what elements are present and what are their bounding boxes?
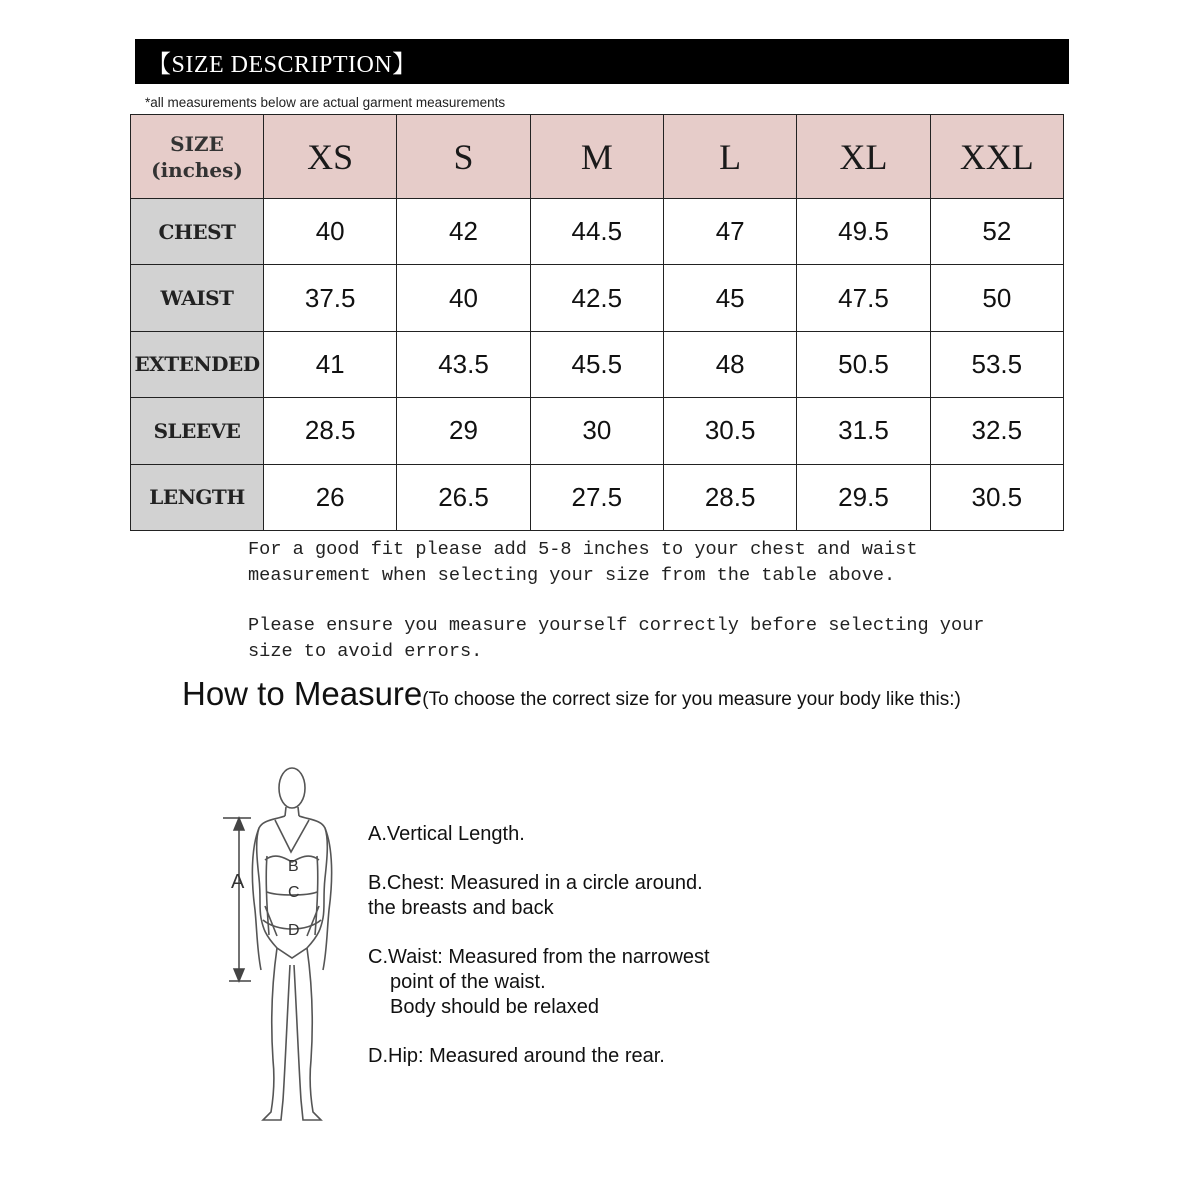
legend-d-prefix: D. — [368, 1045, 388, 1067]
legend-a-prefix: A. — [368, 823, 387, 845]
table-cell: 26.5 — [397, 464, 530, 530]
fit-instructions — [248, 537, 1048, 689]
table-row-waist — [131, 265, 1064, 331]
neckline — [275, 820, 309, 852]
size-corner-cell — [131, 115, 264, 199]
legend-c-prefix: C. — [368, 946, 388, 968]
table-cell: 29 — [397, 398, 530, 464]
body-outline — [252, 768, 331, 1120]
table-cell: 42.5 — [530, 265, 663, 331]
table-cell: 32.5 — [930, 398, 1063, 464]
table-cell: 41 — [264, 331, 397, 397]
legend-b-bold: Chest: — [386, 872, 445, 894]
legend-b-line2: the breasts and back — [368, 897, 554, 919]
size-description-header — [135, 39, 1069, 84]
body-measurement-figure — [215, 760, 345, 1130]
label-b: B — [288, 858, 299, 875]
legend-c-bold: Waist: — [388, 946, 443, 968]
corner-line1: SIZE — [170, 131, 224, 156]
legend-c-line2: point of the waist. — [390, 971, 546, 993]
table-cell: 52 — [930, 199, 1063, 265]
table-cell: 30 — [530, 398, 663, 464]
head-outline — [279, 768, 305, 808]
table-cell: 47.5 — [797, 265, 930, 331]
fit-line-2: measurement when selecting your size from the table above. — [248, 564, 896, 586]
table-cell: 49.5 — [797, 199, 930, 265]
table-row-sleeve — [131, 398, 1064, 464]
right-leg-outline — [294, 948, 321, 1120]
size-header-s: S — [397, 115, 530, 199]
table-cell: 50.5 — [797, 331, 930, 397]
size-header-row — [131, 115, 1064, 199]
legend-d-bold: Hip: — [388, 1045, 424, 1067]
legend-item-a — [368, 822, 710, 847]
label-a: A — [231, 871, 245, 893]
table-row-length — [131, 464, 1064, 530]
table-cell: 40 — [264, 199, 397, 265]
legend-d-text: Measured around the rear. — [423, 1045, 665, 1067]
legend-item-c — [368, 945, 710, 1020]
legend-a-text: Vertical Length. — [386, 823, 525, 845]
left-leg-outline — [263, 948, 290, 1120]
table-cell: 45 — [663, 265, 796, 331]
row-label-length: LENGTH — [131, 464, 264, 530]
table-cell: 50 — [930, 265, 1063, 331]
fit-line-1: For a good fit please add 5-8 inches to your chest and waist — [248, 539, 918, 560]
table-cell: 47 — [663, 199, 796, 265]
table-cell: 29.5 — [797, 464, 930, 530]
legend-item-d — [368, 1044, 710, 1069]
header-title: 【SIZE DESCRIPTION】 — [147, 52, 417, 78]
how-to-measure-subtitle: (To choose the correct size for you measure your body like this:) — [422, 689, 961, 710]
table-cell: 31.5 — [797, 398, 930, 464]
row-label-sleeve: SLEEVE — [131, 398, 264, 464]
table-cell: 44.5 — [530, 199, 663, 265]
legend-item-b — [368, 871, 710, 921]
legend-b-text: Measured in a circle around. — [444, 872, 703, 894]
table-row-chest — [131, 199, 1064, 265]
table-cell: 30.5 — [663, 398, 796, 464]
legend-b-prefix: B. — [368, 872, 387, 894]
size-header-xs: XS — [264, 115, 397, 199]
corner-line2: (inches) — [151, 157, 243, 182]
table-cell: 48 — [663, 331, 796, 397]
row-label-chest: CHEST — [131, 199, 264, 265]
table-cell: 53.5 — [930, 331, 1063, 397]
table-cell: 26 — [264, 464, 397, 530]
ensure-paragraph — [248, 613, 1048, 664]
size-header-xxl: XXL — [930, 115, 1063, 199]
row-label-extended: EXTENDED — [131, 331, 264, 397]
length-arrow — [223, 818, 251, 981]
ensure-line-1: Please ensure you measure yourself correctly before selecting your — [248, 615, 985, 636]
measurement-legend — [368, 822, 710, 1093]
table-cell: 42 — [397, 199, 530, 265]
ensure-line-2: size to avoid errors. — [248, 640, 483, 662]
row-label-waist: WAIST — [131, 265, 264, 331]
table-cell: 40 — [397, 265, 530, 331]
table-cell: 45.5 — [530, 331, 663, 397]
fit-paragraph — [248, 537, 1048, 588]
how-to-measure-heading — [182, 675, 961, 713]
how-to-measure-title: How to Measure — [182, 675, 423, 712]
table-cell: 28.5 — [663, 464, 796, 530]
table-cell: 27.5 — [530, 464, 663, 530]
table-row-extended — [131, 331, 1064, 397]
measurement-note: *all measurements below are actual garment measurements — [145, 95, 506, 110]
table-cell: 37.5 — [264, 265, 397, 331]
size-header-m: M — [530, 115, 663, 199]
size-chart-table — [130, 114, 1064, 531]
legend-c-line3: Body should be relaxed — [390, 996, 600, 1018]
size-header-l: L — [663, 115, 796, 199]
table-cell: 28.5 — [264, 398, 397, 464]
size-header-xl: XL — [797, 115, 930, 199]
label-d: D — [288, 922, 300, 939]
table-cell: 30.5 — [930, 464, 1063, 530]
legend-c-text: Measured from the narrowest — [442, 946, 710, 968]
label-c: C — [288, 884, 300, 901]
table-cell: 43.5 — [397, 331, 530, 397]
